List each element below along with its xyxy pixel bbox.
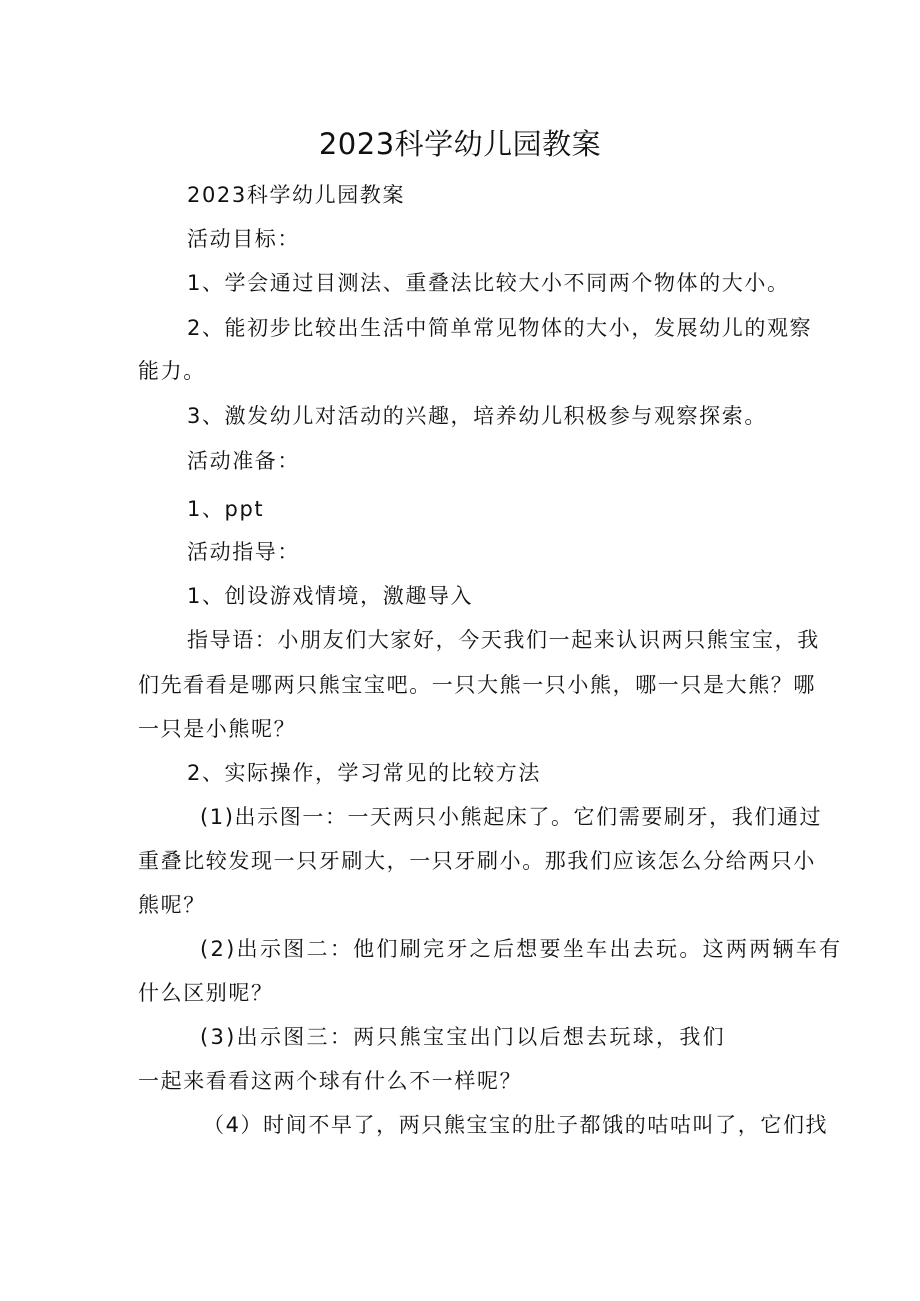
goal-item-3: 3、激发幼儿对活动的兴趣，培养幼儿积极参与观察探索。 [187, 404, 767, 428]
guidance-step-2: 2、实际操作，学习常见的比较方法 [187, 761, 541, 785]
guidance-prompt-line-1: 指导语：小朋友们大家好，今天我们一起来认识两只熊宝宝，我 [187, 628, 820, 652]
preparation-item-1: 1、ppt [187, 497, 265, 521]
guidance-prompt-line-3: 一只是小熊呢？ [138, 717, 297, 741]
section-goals-heading: 活动目标： [187, 227, 300, 251]
document-title: 2023科学幼儿园教案 [318, 127, 602, 161]
figure-1-line-1: (1)出示图一：一天两只小熊起床了。它们需要刷牙，我们通过 [200, 805, 823, 829]
figure-3-line-2: 一起来看看这两个球有什么不一样呢？ [138, 1069, 523, 1093]
guidance-prompt-line-2: 们先看看是哪两只熊宝宝吧。一只大熊一只小熊，哪一只是大熊？哪 [138, 673, 816, 697]
figure-2-line-2: 什么区别呢？ [138, 981, 274, 1005]
figure-1-line-3: 熊呢？ [138, 893, 206, 917]
goal-item-2-continued: 能力。 [138, 359, 206, 383]
figure-2-line-1: (2)出示图二：他们刷完牙之后想要坐车出去玩。这两两辆车有 [200, 937, 843, 961]
figure-3-line-1: (3)出示图三：两只熊宝宝出门以后想去玩球，我们 [200, 1025, 726, 1049]
section-preparation-heading: 活动准备： [187, 449, 300, 473]
figure-1-line-2: 重叠比较发现一只牙刷大，一只牙刷小。那我们应该怎么分给两只小 [138, 849, 816, 873]
goal-item-2: 2、能初步比较出生活中简单常见物体的大小，发展幼儿的观察 [187, 316, 813, 340]
goal-item-1: 1、学会通过目测法、重叠法比较大小不同两个物体的大小。 [187, 271, 790, 295]
guidance-step-1: 1、创设游戏情境，激趣导入 [187, 584, 474, 608]
section-guidance-heading: 活动指导： [187, 540, 300, 564]
step-4-line-1: （4）时间不早了，两只熊宝宝的肚子都饿的咕咕叫了，它们找 [203, 1113, 829, 1137]
paragraph-heading-repeat: 2023科学幼儿园教案 [187, 183, 406, 207]
